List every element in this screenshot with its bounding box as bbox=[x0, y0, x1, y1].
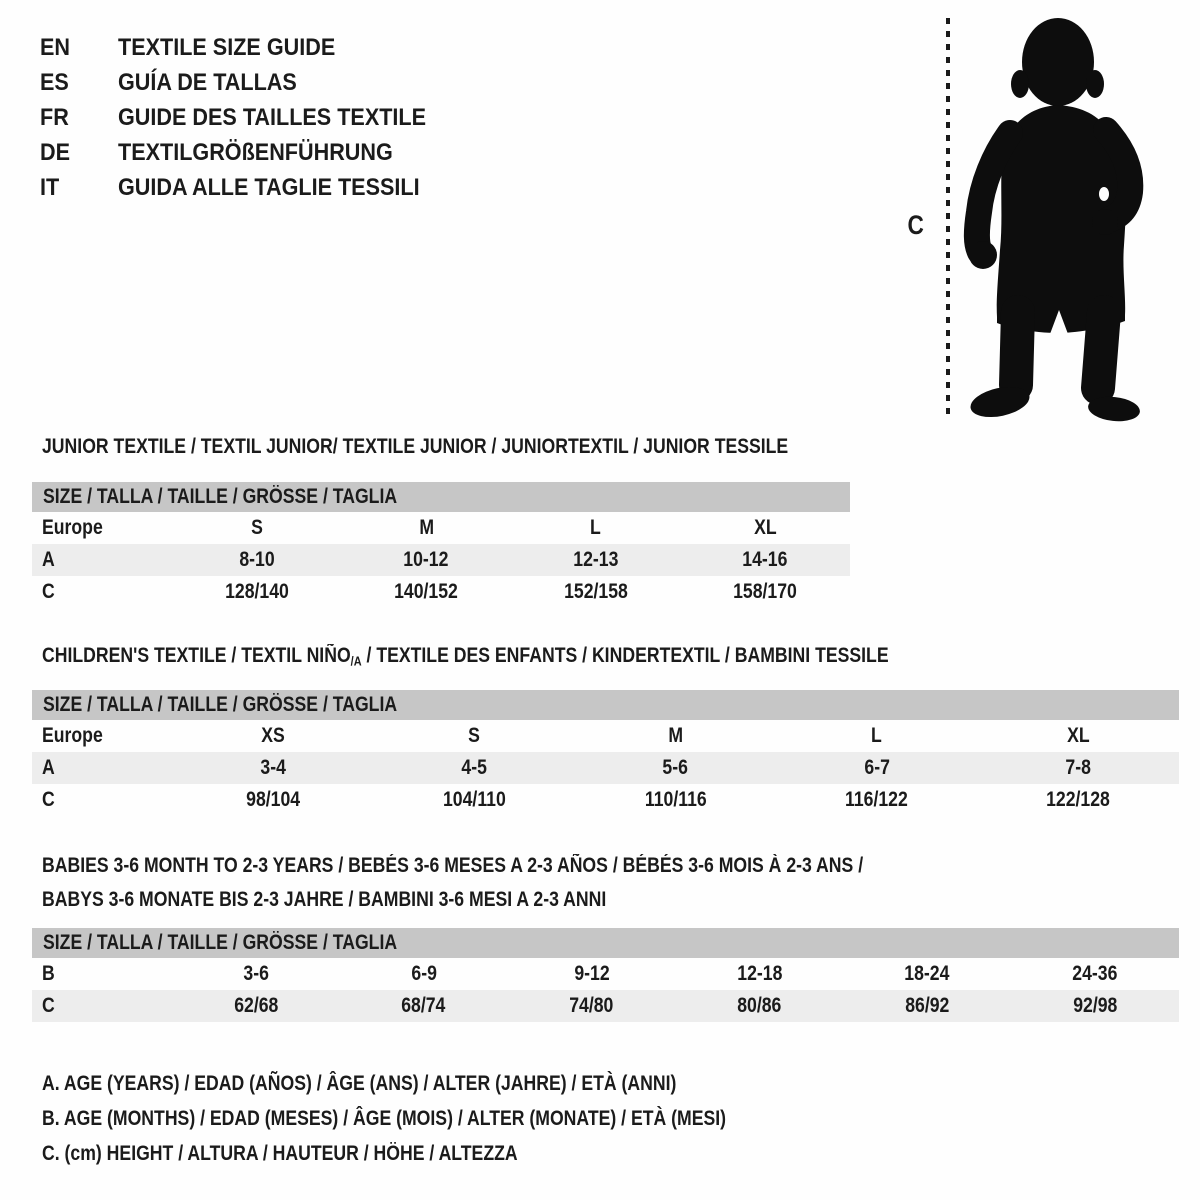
table-cell: S bbox=[250, 516, 263, 539]
table-cell: 3-6 bbox=[243, 962, 269, 985]
table-cell: 98/104 bbox=[245, 788, 300, 811]
height-measure-label: C bbox=[907, 210, 924, 240]
lang-code: IT bbox=[40, 174, 60, 201]
table-cell: 122/128 bbox=[1046, 788, 1111, 811]
lang-code: EN bbox=[40, 34, 71, 61]
table-cell: 68/74 bbox=[401, 994, 446, 1017]
table-cell: 140/152 bbox=[394, 580, 459, 603]
lang-label: TEXTILE SIZE GUIDE bbox=[118, 34, 336, 61]
table-cell: 6-7 bbox=[864, 756, 890, 779]
section-title-children: CHILDREN'S TEXTILE / TEXTIL NIÑO/A / TEXTILE DES ENFANTS / KINDERTEXTIL / BAMBINI TESSILE bbox=[42, 644, 889, 669]
table-cell: 5-6 bbox=[662, 756, 689, 779]
table-cell: 86/92 bbox=[905, 994, 950, 1017]
row-label: C bbox=[42, 580, 55, 603]
table-cell: 80/86 bbox=[737, 994, 782, 1017]
table-cell: 104/110 bbox=[442, 788, 506, 811]
table-cell: 4-5 bbox=[461, 756, 487, 779]
table-cell: 14-16 bbox=[742, 548, 788, 571]
toddler-silhouette-icon bbox=[956, 12, 1152, 422]
legend-line-b: B. AGE (MONTHS) / EDAD (MESES) / ÂGE (MOIS) / ALTER (MONATE) / ETÀ (MESI) bbox=[42, 1107, 727, 1130]
children-size-table bbox=[32, 720, 1179, 816]
lang-code: ES bbox=[40, 69, 69, 96]
size-header-bar-children: SIZE / TALLA / TAILLE / GRÖSSE / TAGLIA bbox=[32, 690, 1179, 720]
table-cell: 9-12 bbox=[573, 962, 610, 985]
measure-legend bbox=[42, 1066, 856, 1171]
table-cell: 24-36 bbox=[1072, 962, 1118, 985]
table-cell: 110/116 bbox=[644, 788, 707, 811]
table-row bbox=[32, 958, 1179, 990]
table-row bbox=[32, 512, 850, 544]
table-cell: 6-9 bbox=[410, 962, 437, 985]
table-row bbox=[32, 990, 1179, 1022]
size-header-bar-babies: SIZE / TALLA / TAILLE / GRÖSSE / TAGLIA bbox=[32, 928, 1179, 958]
row-label: Europe bbox=[42, 724, 103, 747]
table-cell: 10-12 bbox=[403, 548, 449, 571]
section-title-junior: JUNIOR TEXTILE / TEXTIL JUNIOR/ TEXTILE JUNIOR / JUNIORTEXTIL / JUNIOR TESSILE bbox=[42, 435, 789, 458]
language-title-list bbox=[40, 30, 460, 205]
table-row bbox=[32, 720, 1179, 752]
table-row bbox=[32, 544, 850, 576]
lang-row-fr bbox=[40, 100, 460, 135]
table-cell: XL bbox=[753, 516, 777, 539]
table-cell: S bbox=[468, 724, 480, 747]
junior-size-table bbox=[32, 512, 850, 608]
table-cell: 152/158 bbox=[563, 580, 628, 603]
row-label: Europe bbox=[42, 516, 103, 539]
lang-row-es bbox=[40, 65, 460, 100]
table-cell: M bbox=[668, 724, 683, 747]
lang-label: GUÍA DE TALLAS bbox=[118, 69, 297, 96]
lang-code: DE bbox=[40, 139, 71, 166]
lang-label: TEXTILGRÖßENFÜHRUNG bbox=[118, 139, 393, 166]
table-cell: 18-24 bbox=[904, 962, 950, 985]
dashed-height-line bbox=[944, 12, 952, 418]
table-cell: M bbox=[418, 516, 434, 539]
table-cell: XS bbox=[260, 724, 285, 747]
table-cell: L bbox=[590, 516, 602, 539]
table-cell: L bbox=[871, 724, 883, 747]
row-label: A bbox=[42, 756, 55, 779]
table-cell: 12-18 bbox=[736, 962, 782, 985]
lang-label: GUIDE DES TAILLES TEXTILE bbox=[118, 104, 427, 131]
table-row bbox=[32, 576, 850, 608]
lang-row-it bbox=[40, 170, 460, 205]
row-label: C bbox=[42, 994, 55, 1017]
babies-size-table bbox=[32, 958, 1179, 1022]
table-cell: 3-4 bbox=[259, 756, 286, 779]
table-row bbox=[32, 752, 1179, 784]
table-cell: 62/68 bbox=[233, 994, 278, 1017]
table-cell: XL bbox=[1067, 724, 1090, 747]
table-cell: 8-10 bbox=[239, 548, 275, 571]
lang-code: FR bbox=[40, 104, 69, 131]
legend-line-a: A. AGE (YEARS) / EDAD (AÑOS) / ÂGE (ANS) / ALTER (JAHRE) / ETÀ (ANNI) bbox=[42, 1072, 677, 1095]
table-row bbox=[32, 784, 1179, 816]
section-title-babies: BABIES 3-6 MONTH TO 2-3 YEARS / BEBÉS 3-6 MESES A 2-3 AÑOS / BÉBÉS 3-6 MOIS À 2-3 ANS / BABYS 3-6 MONATE BIS 2-3 JAHRE / BAMBINI 3-6 MESI A 2-3 ANNI bbox=[42, 854, 864, 911]
row-label: C bbox=[42, 788, 55, 811]
lang-row-de bbox=[40, 135, 460, 170]
table-cell: 116/122 bbox=[845, 788, 909, 811]
table-cell: 74/80 bbox=[569, 994, 614, 1017]
size-header-bar-junior: SIZE / TALLA / TAILLE / GRÖSSE / TAGLIA bbox=[32, 482, 850, 512]
lang-label: GUIDA ALLE TAGLIE TESSILI bbox=[118, 174, 420, 201]
table-cell: 12-13 bbox=[573, 548, 619, 571]
table-cell: 128/140 bbox=[224, 580, 289, 603]
lang-row-en bbox=[40, 30, 460, 65]
row-label: B bbox=[42, 962, 55, 985]
legend-line-c: C. (cm) HEIGHT / ALTURA / HAUTEUR / HÖHE / ALTEZZA bbox=[42, 1142, 518, 1165]
table-cell: 158/170 bbox=[733, 580, 798, 603]
row-label: A bbox=[42, 548, 55, 571]
table-cell: 7-8 bbox=[1065, 756, 1092, 779]
table-cell: 92/98 bbox=[1072, 994, 1118, 1017]
nino-a-subscript: /A bbox=[350, 653, 362, 669]
